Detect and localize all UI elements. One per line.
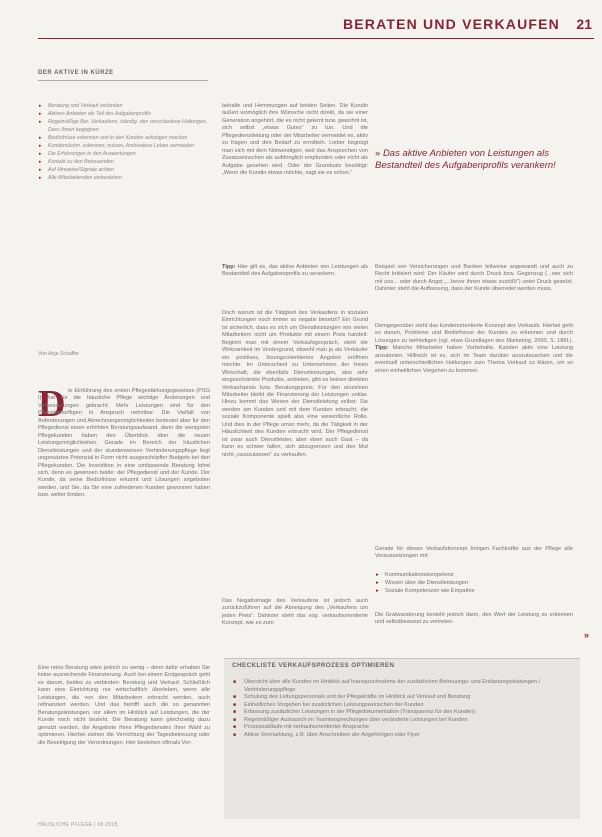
summary-item: ▸ Beratung und Verkauf verbinden [38, 103, 210, 111]
list-item: ▸ Soziale Kompetenzen wie Empathie [375, 588, 573, 595]
section-title: BERATEN UND VERKAUFEN [342, 16, 560, 32]
body-paragraph: Die Gratwanderung besteht jedoch darin, den Wert der Leistung zu erkennen und selbstbewusst zu vertreten. [375, 612, 573, 626]
body-paragraph: Gerade für dieses Verkaufskonzept bringen Fachkräfte aus der Pflege alle Voraussetzungen mit: [375, 546, 573, 560]
summary-item: ▸ Alle Mitarbeitenden einbeziehen [38, 175, 210, 183]
summary-list [38, 103, 210, 183]
body-paragraph: ie Einführung des ersten Pflegestärkungsgesetzes (PSG I) hat für die häusliche Pflege wichtige Änderungen und Verbesserungen gebracht: Mehr Leistungen sind für den Pflegebedürftigen in Anspruch nehmbar. Die Vielfalt von Anforderungen und Abrechnungsmöglichkeiten bedeutet aber für den Pflegedienst einen erhöhten Beratungsaufwand, denn die wenigsten Pflegekunden haben den Überblick über die neuen Leistungsmöglichkeiten. Gerade im Bereich der häuslichen Dienstleistungen und der stundenweisen Verhinderungspflege liegt ungenutztes Potenzial in Form nicht ausgeschöpfter Budgets bei den Pflegekunden. Die Investition in eine umfassende Beratung lohnt sich, denn es gewinnen beide: der Pflegedienst und der Kunde. Der Kunde, da seine Bedürfnisse erkannt und Lösungen angeboten werden, und Sie, da Sie eine zufriedenen Kunden gewonnen haben bzw. weiter binden. [38, 388, 210, 499]
lead-word: Demgegenüber [375, 323, 414, 329]
tip-label: Tipp: [222, 264, 236, 270]
checklist-item: ■ Regelmäßiger Austausch im Teambesprechungen über veränderte Leistungen bei Kunden [232, 717, 570, 725]
list-item: ▸ Wissen über die Dienstleistungen [375, 580, 573, 587]
summary-item: ▸ Die Erfahrungen in den Auswertungen [38, 151, 210, 159]
header-rule [38, 38, 594, 39]
checklist-item: ■ Aktive Vermarktung, z.B. über Anschreiben der Angehörigen oder Flyer [232, 732, 570, 740]
tip-text: Manche Mitarbeiter haben Vorbehalte, Kunden aktiv eine Leistung anzubieten. Hilfreich ist es, sich im Team darüber auszutauschen und die eventuell unterschiedlichen Haltungen zum Thema Verkauf zu klären, um so einen einheitlichen Vorgehen zu kommen. [375, 345, 573, 374]
checklist-item: ■ Schulung des Leitungspersonals und der Pflegekräfte im Hinblick auf Verkauf und Beratung [232, 694, 570, 702]
checklist-item: ■ Prozessabläufe mit verkaufsorientierter Ansprache [232, 724, 570, 732]
body-paragraph: Eine reine Beratung wäre jedoch zu wenig – denn dafür erhalten Sie keine ausreichende Finanzierung. Auch bei einem Erstgespräch geht es darum, beides zu verbinden: Beratung und Verkauf. Schließlich kann eine Einrichtung nur wirtschaftlich überleben, wenn alle Leistungen, die von den Mitarbeitern erbracht werden, auch refinanziert werden. Und das betrifft auch die so genannten Beratungsleistungen, vor allem im Hinblick auf Leistungen, die der Kunde noch nicht bezieht. Die Beratung kann gleichzeitig dazu genutzt werden, die Angebote Ihres Pflegedienstes Ihrer Wahl zu optimieren. Hierbei stehen die Verrichtung der Tagesbetreuung oder die Beseitigung der Verordnungen, Hier bestehen oftmals Vor- [38, 665, 210, 746]
summary-item: ▸ Kontakt zu den Betreuenden [38, 159, 210, 167]
page-footer: HÄUSLICHE PFLEGE | 08.2015 [38, 822, 118, 828]
author-byline: Von Anja Schaffer [38, 351, 80, 357]
body-paragraph [375, 323, 573, 433]
list-item: ▸ Kommunikationskompetenz [375, 572, 573, 579]
pull-quote-text: Das aktive Anbieten von Leistungen als Bestandteil des Aufgabenprofils verankern! [375, 148, 556, 171]
checklist-item: ■ Erfassung zusätzlicher Leistungen in der Pflegedokumentation (Transparenz für den Kunden) [232, 709, 570, 717]
quote-mark-icon: » [375, 148, 381, 159]
summary-item: ▸ Kundenrückm. erkennen, nutzen, Ambivalenz Leben vermeiden [38, 143, 210, 151]
tip-label: Tipp: [375, 345, 389, 352]
continue-arrow-icon: » [584, 630, 590, 640]
competence-list [375, 572, 573, 596]
paragraph-text: steht das kundenorientierte Konzept des Verkaufs. Hierbei geht es darum, Probleme und Bedürfnisse der Kunden zu erkennen und durch Lösungen zu befriedigen (vgl. etwa Grundlagen des Marketing, 2000, S. 186f.). [375, 323, 573, 344]
body-paragraph: Das Negativimage des Verkaufens ist jedoch auch zurückzuführen auf die Abneigung des „Verkaufens um jeden Preis“. Dahinter steht das sog. verkaufsorientierte Konzept, wie es zum [222, 598, 368, 627]
tip-paragraph [222, 264, 368, 294]
tip-text: Hier gilt es, das aktive Anbieten von Leistungen als Bestandteil des Aufgabenprofils zu verankern. [222, 264, 368, 278]
page-number: 21 [576, 16, 592, 32]
drop-cap: D [38, 383, 66, 425]
summary-item: ▸ Regelmäßige Ber. Verkaufens, ständig. den verschiedene Haltungen. Dass Ihnen begegnen [38, 119, 210, 134]
checklist-item: ■ Übersicht über alle Kunden im Hinblick auf Inanspruchnahme der zusätzlichen Betreuungs- und Entlastungsleistungen / Verhinderungspflege [232, 679, 570, 694]
checklist-item: ■ Einheitliches Vorgehen bei zusätzlichen Leistungswünschen der Kunden [232, 702, 570, 710]
pull-quote [375, 148, 573, 171]
checklist-title: CHECKLISTE VERKAUFSPROZESS OPTIMIEREN [232, 662, 395, 669]
summary-item: ▸ Bedürfnisse erkennen und in den Kunden aufzeigen machen [38, 135, 210, 143]
body-paragraph: Doch warum ist die Tätigkeit des Verkaufens in sozialen Einrichtungen noch immer so negativ besetzt? Ein Grund ist sicherlich, dass es sich um Dienstleistungen von vielen Mitarbeitern nicht um Produkte mit einem Preis handelt. Beginnt man mit einem Verkaufsgespräch, steht die Wirksamkeit im Vordergrund, obwohl man ja als Verkäufer ein positives, lösungsorientiertes Angebot eröffnen möchte. Im Unterschied zu Unternehmen der freien Wirtschaft, die ebenfalls Dienstleistungen, also sehr eingeschränkte Produkte, anbieten, gibt es keinen direkten Verkaufspreis bzw. Beratungspreis. Für den einzelnen Mitarbeiter bleibt die Finanzierung der Leistungen unklar. Hinzu kommt das Wesen der Dienstleistung selbst: Sie werden am Kunden und mit dem Kunden erbracht; die soziale Komponente spielt also eine wesentliche Rolle. Und dies in der Pflege umso mehr, da die Tätigkeit in der Häuslichkeit des Kunden erbracht wird. Der Pflegedienst ist zwar auch Dienstleister, aber eben auch Gast – da kann es schwer fallen, sich abzugrenzen und den Mut nicht „rauszulassen“ zu verkaufen. [222, 310, 368, 458]
checklist [232, 679, 570, 739]
summary-item: ▸ Auf Hinweise/Signale achten [38, 167, 210, 175]
summary-box-title: DER AKTIVE IN KÜRZE [38, 70, 114, 76]
body-paragraph: Beispiel von Versicherungen und Banken teilweise angewandt und auch zu Recht kritisiert wird: Der Käufer wird durch Druck bzw. Gegenzug (...wer sich mit uns... oder durch Angst „...bevor ihnen etwas zustößt“) unter Druck gesetzt. Dahinter steht die Auffassung, dass der Kunde überredet werden muss. [375, 264, 573, 293]
body-paragraph: behalte und Hemmungen auf beiden Seiten. Die Kundin äußert womöglich ihre Wünsche nicht direkt, da sie einer Generation angehört, die es nicht gelernt bzw. gewohnt ist, sich selbst „etwas Gutes“ zu tun. Und die Pflegedienstleitung oder der Mitarbeiter vermeidet es, aktiv zu fragen und den Bedarf zu ermitteln. Lieber begnügt man sich mit dem Notwendigen, weil das Ansprechen von Zusatzwünschen als aufdringlich empfunden oder nicht als Aufgabe gesehen wird. Oder der Grundsatz bestätigt: „Wenn die Kundin etwas möchte, sagt sie es schon.“ [222, 103, 368, 177]
summary-item: ▸ Aktives Anbieten als Teil des Aufgabenprofils [38, 111, 210, 119]
summary-box-rule [38, 80, 208, 81]
